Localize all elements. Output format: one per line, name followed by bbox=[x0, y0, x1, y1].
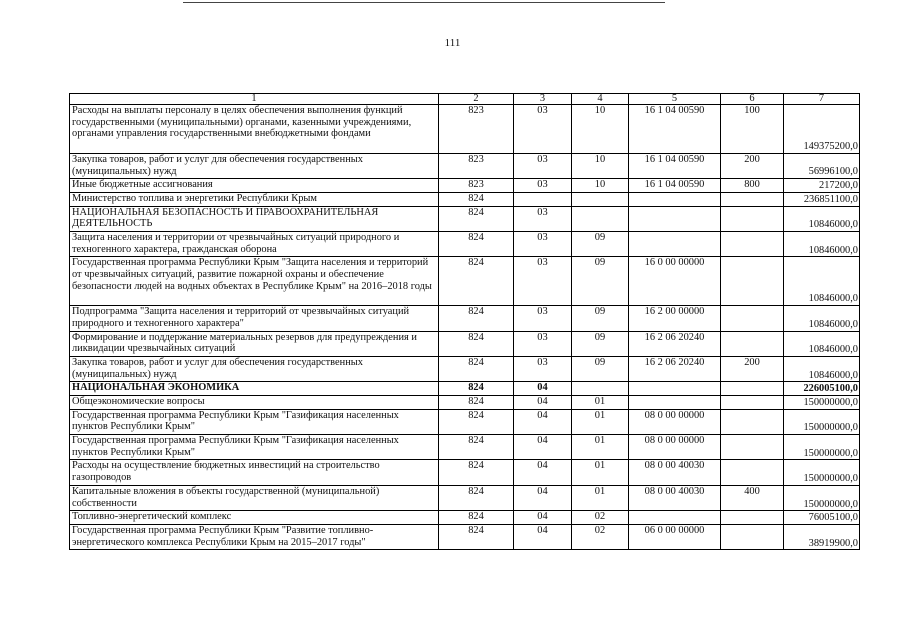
row-subsection: 01 bbox=[572, 460, 629, 485]
table-row bbox=[70, 511, 860, 525]
row-target-code bbox=[629, 192, 721, 206]
row-amount: 236851100,0 bbox=[784, 192, 860, 206]
table-row bbox=[70, 356, 860, 381]
row-subsection: 09 bbox=[572, 306, 629, 331]
row-admin-code: 824 bbox=[439, 409, 514, 434]
row-target-code: 16 1 04 00590 bbox=[629, 179, 721, 193]
row-admin-code: 824 bbox=[439, 460, 514, 485]
row-subsection: 09 bbox=[572, 231, 629, 256]
row-subsection bbox=[572, 192, 629, 206]
column-header-6: 6 bbox=[721, 94, 784, 105]
row-expense-type bbox=[721, 524, 784, 549]
row-section: 04 bbox=[514, 511, 572, 525]
row-subsection: 09 bbox=[572, 257, 629, 306]
table-row bbox=[70, 524, 860, 549]
row-section: 04 bbox=[514, 409, 572, 434]
table-header-row bbox=[70, 94, 860, 105]
row-amount: 10846000,0 bbox=[784, 257, 860, 306]
row-section: 04 bbox=[514, 435, 572, 460]
row-name: Формирование и поддержание материальных резервов для предупреждения и ликвидации чрезвычайных ситуаций bbox=[70, 331, 439, 356]
row-section: 04 bbox=[514, 382, 572, 396]
budget-table-body bbox=[70, 94, 860, 550]
table-row bbox=[70, 153, 860, 178]
row-amount: 150000000,0 bbox=[784, 460, 860, 485]
column-header-2: 2 bbox=[439, 94, 514, 105]
row-subsection: 01 bbox=[572, 409, 629, 434]
row-section: 04 bbox=[514, 460, 572, 485]
row-name: Общеэкономические вопросы bbox=[70, 396, 439, 410]
row-section: 03 bbox=[514, 153, 572, 178]
table-row bbox=[70, 192, 860, 206]
row-amount: 226005100,0 bbox=[784, 382, 860, 396]
row-section: 03 bbox=[514, 105, 572, 154]
row-amount: 76005100,0 bbox=[784, 511, 860, 525]
row-amount: 150000000,0 bbox=[784, 409, 860, 434]
row-target-code bbox=[629, 382, 721, 396]
row-amount: 56996100,0 bbox=[784, 153, 860, 178]
row-expense-type: 100 bbox=[721, 105, 784, 154]
row-amount: 10846000,0 bbox=[784, 206, 860, 231]
budget-table bbox=[69, 93, 860, 550]
row-target-code: 16 2 06 20240 bbox=[629, 331, 721, 356]
row-target-code bbox=[629, 206, 721, 231]
row-target-code bbox=[629, 511, 721, 525]
table-row bbox=[70, 206, 860, 231]
table-row bbox=[70, 460, 860, 485]
row-subsection: 09 bbox=[572, 331, 629, 356]
row-expense-type: 200 bbox=[721, 153, 784, 178]
row-admin-code: 824 bbox=[439, 511, 514, 525]
row-admin-code: 824 bbox=[439, 356, 514, 381]
table-row bbox=[70, 231, 860, 256]
top-rule bbox=[183, 2, 665, 3]
row-expense-type bbox=[721, 511, 784, 525]
row-amount: 149375200,0 bbox=[784, 105, 860, 154]
row-name: НАЦИОНАЛЬНАЯ БЕЗОПАСНОСТЬ И ПРАВООХРАНИТЕЛЬНАЯ ДЕЯТЕЛЬНОСТЬ bbox=[70, 206, 439, 231]
row-amount: 10846000,0 bbox=[784, 356, 860, 381]
row-name: Государственная программа Республики Крым "Газификация населенных пунктов Республики Крым" bbox=[70, 435, 439, 460]
row-subsection: 01 bbox=[572, 396, 629, 410]
row-section: 03 bbox=[514, 331, 572, 356]
row-target-code: 16 2 06 20240 bbox=[629, 356, 721, 381]
row-target-code: 08 0 00 00000 bbox=[629, 409, 721, 434]
row-subsection: 01 bbox=[572, 485, 629, 510]
row-amount: 38919900,0 bbox=[784, 524, 860, 549]
row-subsection bbox=[572, 382, 629, 396]
row-admin-code: 824 bbox=[439, 435, 514, 460]
table-row bbox=[70, 257, 860, 306]
row-admin-code: 824 bbox=[439, 231, 514, 256]
row-name: Иные бюджетные ассигнования bbox=[70, 179, 439, 193]
table-row bbox=[70, 306, 860, 331]
table-row bbox=[70, 409, 860, 434]
row-subsection bbox=[572, 206, 629, 231]
row-admin-code: 823 bbox=[439, 105, 514, 154]
row-admin-code: 823 bbox=[439, 179, 514, 193]
row-expense-type bbox=[721, 231, 784, 256]
row-target-code: 16 1 04 00590 bbox=[629, 105, 721, 154]
row-name: Министерство топлива и энергетики Республики Крым bbox=[70, 192, 439, 206]
row-section: 04 bbox=[514, 524, 572, 549]
row-amount: 217200,0 bbox=[784, 179, 860, 193]
row-admin-code: 824 bbox=[439, 257, 514, 306]
row-expense-type bbox=[721, 396, 784, 410]
row-amount: 150000000,0 bbox=[784, 396, 860, 410]
column-header-5: 5 bbox=[629, 94, 721, 105]
row-amount: 10846000,0 bbox=[784, 231, 860, 256]
row-admin-code: 824 bbox=[439, 396, 514, 410]
row-target-code: 16 1 04 00590 bbox=[629, 153, 721, 178]
row-expense-type bbox=[721, 331, 784, 356]
table-row bbox=[70, 382, 860, 396]
row-section: 03 bbox=[514, 257, 572, 306]
row-expense-type bbox=[721, 460, 784, 485]
row-amount: 10846000,0 bbox=[784, 306, 860, 331]
table-row bbox=[70, 331, 860, 356]
row-expense-type: 200 bbox=[721, 356, 784, 381]
row-section: 03 bbox=[514, 179, 572, 193]
row-admin-code: 824 bbox=[439, 206, 514, 231]
row-name: Топливно-энергетический комплекс bbox=[70, 511, 439, 525]
row-name: Закупка товаров, работ и услуг для обеспечения государственных (муниципальных) нужд bbox=[70, 153, 439, 178]
column-header-4: 4 bbox=[572, 94, 629, 105]
column-header-1: 1 bbox=[70, 94, 439, 105]
row-admin-code: 824 bbox=[439, 485, 514, 510]
row-subsection: 02 bbox=[572, 524, 629, 549]
row-target-code: 08 0 00 40030 bbox=[629, 485, 721, 510]
row-target-code: 16 2 00 00000 bbox=[629, 306, 721, 331]
table-row bbox=[70, 179, 860, 193]
row-target-code bbox=[629, 231, 721, 256]
row-expense-type bbox=[721, 382, 784, 396]
row-admin-code: 824 bbox=[439, 331, 514, 356]
row-amount: 150000000,0 bbox=[784, 485, 860, 510]
row-section: 04 bbox=[514, 396, 572, 410]
row-target-code: 08 0 00 00000 bbox=[629, 435, 721, 460]
row-name: НАЦИОНАЛЬНАЯ ЭКОНОМИКА bbox=[70, 382, 439, 396]
row-admin-code: 823 bbox=[439, 153, 514, 178]
row-admin-code: 824 bbox=[439, 306, 514, 331]
row-section: 03 bbox=[514, 231, 572, 256]
row-subsection: 10 bbox=[572, 105, 629, 154]
row-target-code: 16 0 00 00000 bbox=[629, 257, 721, 306]
row-name: Государственная программа Республики Крым "Защита населения и территорий от чрезвычайных ситуаций, развитие пожарной охраны и обеспечение безопасности людей на водных объектах в Республике Крым" на 2016–2018 годы bbox=[70, 257, 439, 306]
row-expense-type: 400 bbox=[721, 485, 784, 510]
row-admin-code: 824 bbox=[439, 382, 514, 396]
row-section: 03 bbox=[514, 356, 572, 381]
row-name: Закупка товаров, работ и услуг для обеспечения государственных (муниципальных) нужд bbox=[70, 356, 439, 381]
row-expense-type bbox=[721, 206, 784, 231]
row-name: Капитальные вложения в объекты государственной (муниципальной) собственности bbox=[70, 485, 439, 510]
row-section: 04 bbox=[514, 485, 572, 510]
row-expense-type bbox=[721, 192, 784, 206]
row-subsection: 10 bbox=[572, 153, 629, 178]
row-subsection: 02 bbox=[572, 511, 629, 525]
row-name: Расходы на осуществление бюджетных инвестиций на строительство газопроводов bbox=[70, 460, 439, 485]
row-subsection: 10 bbox=[572, 179, 629, 193]
table-row bbox=[70, 485, 860, 510]
row-name: Подпрограмма "Защита населения и территорий от чрезвычайных ситуаций природного и техногенного характера" bbox=[70, 306, 439, 331]
table-row bbox=[70, 105, 860, 154]
row-subsection: 09 bbox=[572, 356, 629, 381]
row-target-code: 06 0 00 00000 bbox=[629, 524, 721, 549]
row-amount: 150000000,0 bbox=[784, 435, 860, 460]
row-expense-type bbox=[721, 306, 784, 331]
column-header-3: 3 bbox=[514, 94, 572, 105]
row-expense-type bbox=[721, 409, 784, 434]
row-expense-type: 800 bbox=[721, 179, 784, 193]
row-expense-type bbox=[721, 435, 784, 460]
column-header-7: 7 bbox=[784, 94, 860, 105]
row-section: 03 bbox=[514, 306, 572, 331]
row-name: Государственная программа Республики Крым "Развитие топливно-энергетического комплекса Республики Крым на 2015–2017 годы" bbox=[70, 524, 439, 549]
row-expense-type bbox=[721, 257, 784, 306]
row-name: Государственная программа Республики Крым "Газификация населенных пунктов Республики Крым" bbox=[70, 409, 439, 434]
row-amount: 10846000,0 bbox=[784, 331, 860, 356]
row-section: 03 bbox=[514, 206, 572, 231]
row-name: Расходы на выплаты персоналу в целях обеспечения выполнения функций государственными (муниципальными) органами, казенными учреждениями, органами управления государственными внебюджетными фондами bbox=[70, 105, 439, 154]
table-row bbox=[70, 396, 860, 410]
table-row bbox=[70, 435, 860, 460]
page-number: 111 bbox=[444, 37, 461, 49]
row-section bbox=[514, 192, 572, 206]
row-target-code: 08 0 00 40030 bbox=[629, 460, 721, 485]
row-admin-code: 824 bbox=[439, 524, 514, 549]
row-name: Защита населения и территории от чрезвычайных ситуаций природного и техногенного характера, гражданская оборона bbox=[70, 231, 439, 256]
row-admin-code: 824 bbox=[439, 192, 514, 206]
row-subsection: 01 bbox=[572, 435, 629, 460]
row-target-code bbox=[629, 396, 721, 410]
